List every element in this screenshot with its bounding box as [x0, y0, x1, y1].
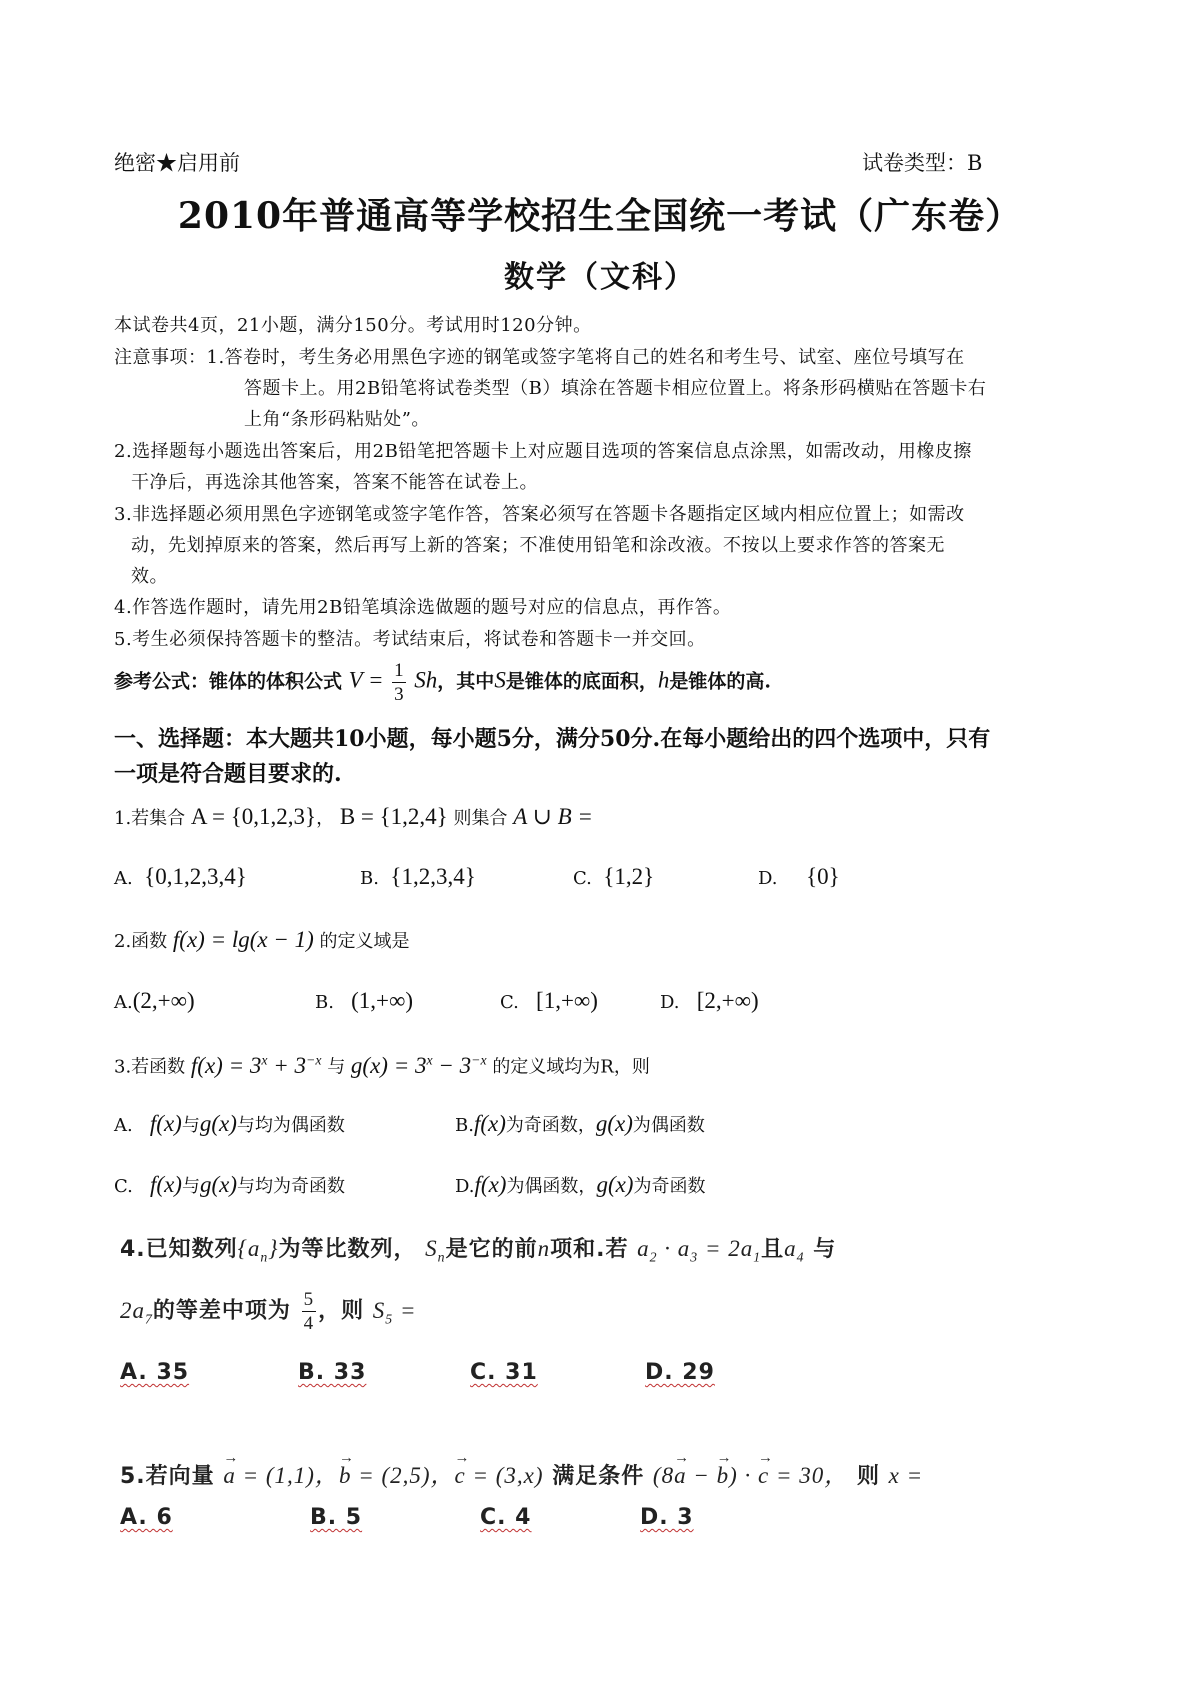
q4-n: n [537, 1236, 551, 1261]
q4-2a7-text: 2a [120, 1297, 145, 1323]
confidential-mark: 绝密★启用前 [114, 151, 240, 175]
note-5: 5.考生必须保持答题卡的整洁。考试结束后，将试卷和答题卡一并交回。 [114, 629, 706, 650]
q1-option-b-value: {1,2,3,4} [390, 864, 476, 889]
q3-option-b-label: B. [455, 1115, 474, 1136]
paper-type: 试卷类型：B [862, 151, 983, 175]
q3-option-a-text1: 与 [181, 1115, 200, 1136]
q4-S5-sub: 5 [385, 1311, 394, 1327]
q3-option-a-label: A. [114, 1115, 133, 1136]
q2-expr: f(x) = lg(x − 1) [172, 927, 314, 952]
q4-text6: 与 [813, 1237, 837, 1262]
note-2-line-1: 2.选择题每小题选出答案后，用2B铅笔把答题卡上对应题目选项的答案信息点涂黑，如需改动，用橡皮擦 [114, 441, 972, 462]
formula-mid3: 是锥体的高. [669, 670, 771, 693]
q2-option-c-value: [1,+∞) [536, 988, 598, 1013]
note-4: 4.作答选作题时，请先用2B铅笔填涂选做题的题号对应的信息点，再作答。 [114, 597, 732, 618]
q5-text1: 5.若向量 [120, 1464, 215, 1489]
q5-x [889, 1463, 924, 1488]
question-3-stem [114, 1052, 650, 1079]
q2-option-c [500, 988, 598, 1014]
q5-vector-a-value: = (1,1)， [235, 1463, 339, 1488]
q5-option-b [310, 1505, 362, 1530]
q3-stem-b: 与 [327, 1056, 346, 1078]
q2-option-d-label: D. [660, 992, 680, 1013]
formula-label: 参考公式：锥体的体积公式 [114, 670, 343, 693]
formula-frac-den: 3 [394, 684, 404, 705]
formula-h: h [657, 667, 670, 693]
formula-mid1: ，其中 [437, 670, 495, 693]
q3-g-lhs: g(x) = 3 [350, 1052, 427, 1078]
q5-vector-b: → b [339, 1463, 352, 1489]
note-1-line-1: 1.答卷时，考生务必用黑色字迹的钢笔或签字笔将自己的姓名和考生号、试室、座位号填写在 [206, 347, 965, 368]
q4-text3: 是它的前 [445, 1237, 538, 1262]
q5-text3: 则 [856, 1464, 880, 1489]
formula-mid2: 是锥体的底面积， [505, 670, 658, 693]
q1-set-b: B = {1,2,4} [339, 804, 448, 829]
q3-g-sup1: x [426, 1052, 433, 1067]
q3-option-a-text2: 与均为偶函数 [236, 1115, 345, 1136]
q4-line2-text1: 的等差中项为 [152, 1298, 291, 1324]
q4-text2: 为等比数列， [278, 1237, 417, 1262]
q4-an: {a [237, 1236, 261, 1261]
q2-option-a-value: (2,+∞) [132, 988, 195, 1013]
q4-text4: 项和.若 [550, 1237, 629, 1262]
q3-option-d-text2: 为奇函数 [633, 1176, 706, 1197]
q2-option-c-label: C. [500, 992, 519, 1013]
intro-text: 本试卷共4页，21小题，满分150分。考试用时120分钟。 [114, 315, 592, 336]
q3-f-sup2: −x [306, 1052, 322, 1067]
page-subtitle: 数学（文科） [504, 260, 696, 295]
formula-rhs: Sh [414, 667, 438, 693]
q3-option-c-text1: 与 [181, 1176, 200, 1197]
q5-vectors [223, 1463, 543, 1488]
q2-stem-a: 2.函数 [114, 931, 168, 952]
q5-option-a-label: A. 6 [120, 1505, 173, 1530]
q5-vector-b-value: = (2,5)， [351, 1463, 455, 1488]
q4-S5 [372, 1297, 417, 1327]
q5-x-eq: = [899, 1463, 924, 1488]
q1-stem-b: 则集合 [453, 808, 508, 829]
q5-option-d-label: D. 3 [640, 1505, 694, 1530]
q1-option-a [114, 864, 247, 890]
q5-cond-vector-c: → c [758, 1463, 769, 1489]
q4-text5: 且 [761, 1237, 785, 1262]
q4-2a7 [120, 1297, 153, 1327]
q4-line2-text2: ，则 [318, 1298, 365, 1324]
note-1-line-3: 上角“条形码粘贴处”。 [244, 409, 430, 430]
q1-option-d [758, 864, 840, 890]
q2-option-d [660, 988, 759, 1014]
q3-option-a-fx: f(x) [149, 1111, 182, 1136]
q5-condition [653, 1463, 848, 1488]
q1-option-a-label: A. [114, 868, 133, 889]
formula-fraction [392, 661, 406, 704]
q2-option-a [114, 988, 195, 1014]
q5-vector-c-value: = (3,x) [465, 1463, 544, 1488]
q3-f-mid: + 3 [267, 1052, 307, 1078]
q1-option-d-label: D. [758, 868, 778, 889]
q3-option-a [114, 1111, 345, 1137]
q4-a4-sub: 4 [796, 1249, 805, 1265]
q1-union: A ∪ B = [513, 804, 593, 829]
q4-option-c [470, 1360, 538, 1385]
q1-stem-a: 1.若集合 [114, 808, 186, 829]
q4-prod-a: a [637, 1236, 650, 1261]
q4-2a7-sub: 7 [145, 1311, 153, 1327]
formula-S: S [494, 667, 506, 693]
q5-vector-c: → c [455, 1463, 466, 1489]
q4-prod-sub2: 3 [690, 1249, 699, 1265]
q5-cond-vector-a: → a [674, 1463, 687, 1489]
q5-option-d [640, 1505, 694, 1530]
q4-S5-letter: S [372, 1297, 386, 1323]
q2-option-a-label: A. [114, 992, 133, 1013]
q5-cond-eq: = 30， [769, 1463, 849, 1488]
q3-g-def [351, 1053, 487, 1078]
question-2-stem [114, 927, 410, 953]
q1-set-a: A = {0,1,2,3} [190, 804, 317, 829]
note-1-line-2: 答题卡上。用2B铅笔将试卷类型（B）填涂在答题卡相应位置上。将条形码横贴在答题卡右 [244, 378, 987, 399]
note-3-line-2: 动，先划掉原来的答案，然后再写上新的答案；不准使用铅笔和涂改液。不按以上要求作答的答案无 [131, 535, 945, 556]
note-3-line-3: 效。 [131, 566, 168, 587]
q5-x-letter: x [888, 1463, 900, 1488]
q5-option-c-label: C. 4 [480, 1505, 532, 1530]
q3-option-c-fx: f(x) [150, 1172, 182, 1197]
notes-label-text: 注意事项： [114, 347, 207, 368]
q5-cond-minus: − [686, 1463, 717, 1488]
q3-option-d-gx: g(x) [596, 1172, 634, 1197]
q5-cond-vector-b: → b [717, 1463, 730, 1489]
section-heading-line-2: 一项是符合题目要求的. [114, 761, 342, 787]
q2-option-b [315, 988, 413, 1014]
q4-option-a-label: A. 35 [120, 1360, 190, 1385]
q1-option-c-label: C. [573, 868, 592, 889]
q5-option-a [120, 1505, 173, 1530]
q3-stem-c: 的定义域均为R，则 [492, 1056, 650, 1078]
q2-option-b-label: B. [315, 992, 334, 1013]
q3-option-b [455, 1111, 705, 1137]
q3-option-c-label: C. [114, 1176, 133, 1197]
q3-option-c-gx: g(x) [199, 1172, 237, 1197]
q1-sep: ， [316, 808, 335, 829]
note-3-line-1: 3.非选择题必须用黑色字迹钢笔或签字笔作答，答案必须写在答题卡各题指定区域内相应位置上；如需改 [114, 504, 965, 525]
q3-option-c-text2: 与均为奇函数 [236, 1176, 345, 1197]
q1-option-b-label: B. [360, 868, 379, 889]
q3-option-b-text1: 为奇函数， [505, 1115, 596, 1136]
q3-stem-a: 3.若函数 [114, 1056, 186, 1078]
q1-option-a-value: {0,1,2,3,4} [144, 864, 247, 889]
q5-vector-a: → a [223, 1463, 236, 1489]
q3-option-d-text1: 为偶函数， [506, 1176, 597, 1197]
q2-stem-b: 的定义域是 [319, 931, 410, 952]
q3-option-d [455, 1172, 705, 1198]
q3-option-b-gx: g(x) [595, 1111, 633, 1136]
q3-option-a-gx: g(x) [199, 1111, 237, 1136]
question-5-stem [120, 1457, 923, 1490]
q4-prod-sub3: 1 [753, 1249, 762, 1265]
notes-label [114, 343, 965, 369]
q3-f-def [191, 1053, 322, 1078]
q4-prod-eq: = 2a [698, 1236, 754, 1261]
q4-option-a [120, 1360, 189, 1385]
reference-formula [114, 661, 771, 704]
q4-option-b [298, 1360, 366, 1385]
question-4-stem-line-2 [120, 1290, 416, 1333]
q1-option-c [573, 864, 654, 890]
formula-lhs: V = [348, 667, 384, 693]
q4-prod-mid: · a [657, 1236, 691, 1261]
q3-option-d-label: D. [455, 1176, 475, 1197]
q2-option-b-value: (1,+∞) [351, 988, 414, 1013]
q4-sequence [237, 1236, 279, 1265]
q4-Sn [425, 1236, 446, 1265]
q5-cond-close: ) · [729, 1463, 759, 1488]
q4-text1: 4.已知数列 [120, 1237, 238, 1262]
q5-text2: 满足条件 [552, 1464, 645, 1489]
q3-option-b-text2: 为偶函数 [632, 1115, 705, 1136]
q5-cond-open: (8 [652, 1463, 675, 1488]
formula-frac-num: 1 [394, 660, 404, 681]
q3-option-d-fx: f(x) [474, 1172, 507, 1197]
q3-g-sup2: −x [471, 1052, 487, 1067]
q3-option-c [114, 1172, 345, 1198]
q3-option-b-fx: f(x) [473, 1111, 506, 1136]
q4-option-d [645, 1360, 715, 1385]
page-title: 2010年普通高等学校招生全国统一考试（广东卷） [177, 195, 1023, 237]
q4-an-sub: n [260, 1249, 269, 1265]
q4-product [637, 1236, 762, 1265]
q5-option-c [480, 1505, 531, 1530]
q3-f-lhs: f(x) = 3 [190, 1052, 262, 1078]
q4-Sn-sub: n [437, 1249, 446, 1265]
q4-Sn-letter: S [425, 1236, 438, 1261]
question-1-stem [114, 804, 593, 830]
section-heading-line-1: 一、选择题：本大题共10小题，每小题5分，满分50分.在每小题给出的四个选项中，只有 [114, 726, 991, 752]
q5-option-b-label: B. 5 [310, 1505, 363, 1530]
q4-fraction [302, 1290, 317, 1333]
q1-option-b [360, 864, 476, 890]
q4-option-b-label: B. 33 [298, 1360, 367, 1385]
q4-option-d-label: D. 29 [645, 1360, 715, 1385]
question-4-stem-line-1 [120, 1232, 836, 1266]
q4-option-c-label: C. 31 [470, 1360, 538, 1385]
q1-option-c-value: {1,2} [603, 864, 655, 889]
q4-frac-num: 5 [303, 1289, 315, 1310]
q2-option-d-value: [2,+∞) [696, 988, 759, 1013]
q4-a4 [784, 1236, 805, 1265]
q4-an-close: } [268, 1236, 279, 1261]
q3-g-mid: − 3 [432, 1052, 472, 1078]
q4-prod-sub1: 2 [649, 1249, 658, 1265]
q1-option-d-value: {0} [806, 864, 840, 889]
q4-frac-den: 4 [303, 1313, 315, 1334]
note-2-line-2: 干净后，再选涂其他答案，答案不能答在试卷上。 [131, 472, 538, 493]
q4-S5-eq: = [393, 1297, 417, 1323]
q3-f-sup1: x [261, 1052, 268, 1067]
q4-a4-letter: a [784, 1236, 797, 1261]
